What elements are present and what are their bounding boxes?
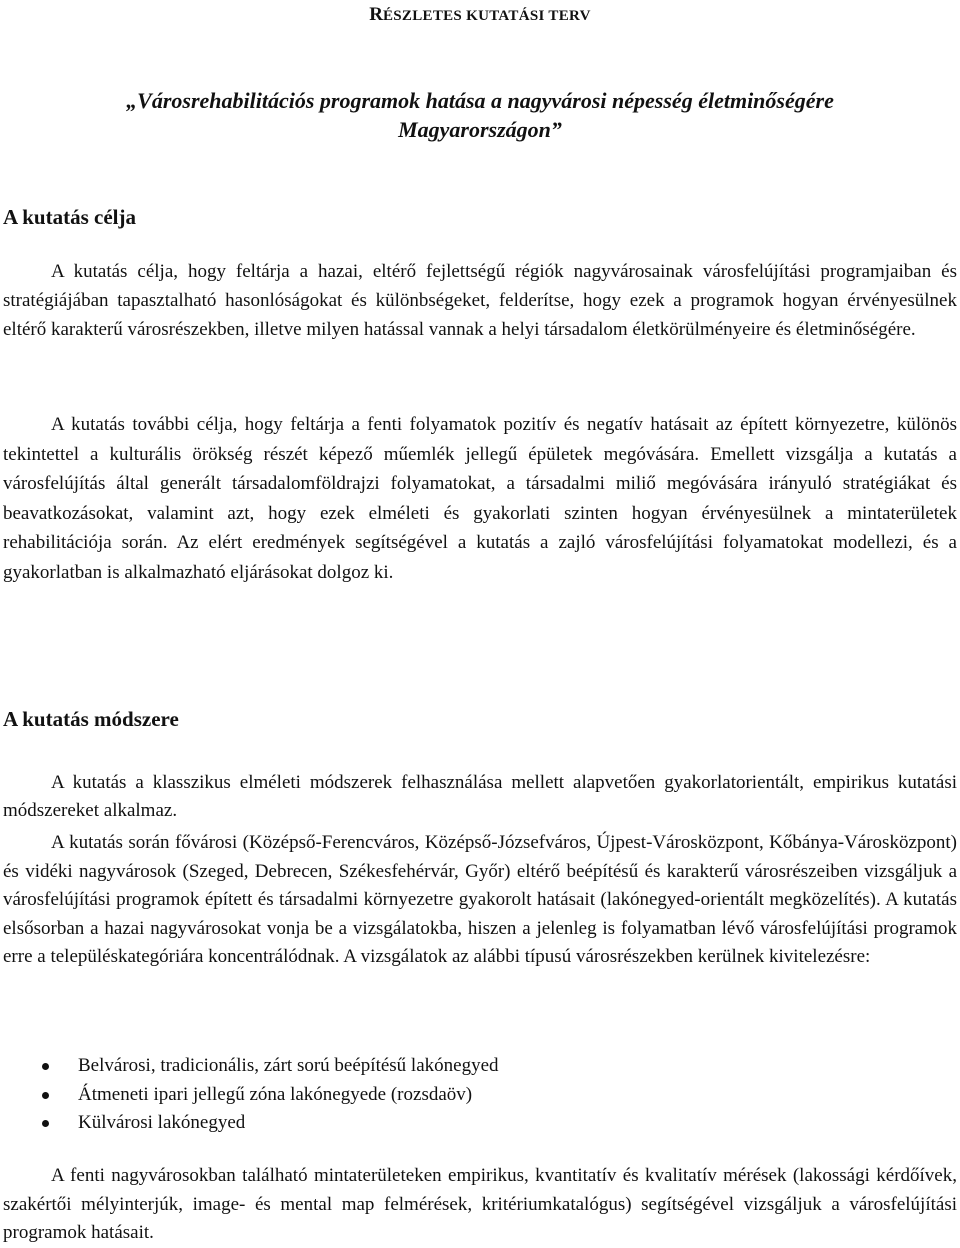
method-paragraph-3: A fenti nagyvárosokban található mintaterületeken empirikus, kvantitatív és kvalitatív mérések (lakossági kérdőívek, szakértői mélyinterjúk, image- és mental map felmérések, kritériumkatalógus) segítségével vizsgáljuk a városfelújítási programok hatásait. — [3, 1165, 957, 1243]
district-type-list — [3, 1052, 957, 1138]
document-title — [3, 86, 957, 144]
document-header — [3, 4, 957, 27]
list-item: Belvárosi, tradicionális, zárt sorú beépítésű lakónegyed — [3, 1052, 957, 1081]
goal-paragraph-1: A kutatás célja, hogy feltárja a hazai, eltérő fejlettségű régiók nagyvárosainak városfelújítási programjaiban és stratégiájában tapasztalható hasonlóságokat és különbségeket, felderítse, hogy ezek a programok hogyan érvényesülnek eltérő karakterű városrészekben, illetve milyen hatással vannak a helyi társadalom életkörülményeire és életminőségére. — [3, 261, 957, 340]
method-paragraph-2: A kutatás során fővárosi (Középső-Ferencváros, Középső-Józsefváros, Újpest-Városközpont, Kőbánya-Városközpont) és vidéki nagyvárosok (Szeged, Debrecen, Székesfehérvár, Győr) eltérő beépítésű és karakterű városrészeiben vizsgáljuk a városfelújítási programok épített és társadalmi környezetre gyakorolt hatásait (lakónegyed-orientált megközelítés). A kutatás elsősorban a hazai nagyvárosokat vonja be a vizsgálatokba, hiszen a jelenleg is folyamatban lévő városfelújítási programok erre a településkategóriára koncentrálódnak. A vizsgálatok az alábbi típusú városrészekben kerülnek kivitelezésre: — [3, 832, 957, 967]
header-first-letter: R — [369, 4, 383, 25]
list-item: Külvárosi lakónegyed — [3, 1109, 957, 1138]
goal-paragraph-2: A kutatás további célja, hogy feltárja a fenti folyamatok pozitív és negatív hatásait az épített környezetre, különös tekintettel a kulturális örökség részét képező műemlék jellegű épületek megóvására. Emellett vizsgálja a kutatás a városfelújítás által generált társadalomföldrajzi folyamatokat, a társadalmi miliő megóvására irányuló stratégiákat és beavatkozásokat, valamint azt, hogy ezek elméleti és gyakorlati szinten hogyan érvényesülnek a mintaterületek rehabilitációja során. Az elért eredmények segítségével a kutatás a zajló városfelújítási folyamatokat modellezi, és a gyakorlatban is alkalmazható eljárásokat dolgoz ki. — [3, 414, 957, 583]
title-line-1: „Városrehabilitációs programok hatása a nagyvárosi népesség életminőségére — [126, 88, 834, 113]
title-line-2: Magyarországon” — [398, 117, 562, 142]
method-paragraph-1: A kutatás a klasszikus elméleti módszerek felhasználása mellett alapvetően gyakorlatorientált, empirikus kutatási módszereket alkalmaz. — [3, 772, 957, 821]
section-heading-method: A kutatás módszere — [3, 707, 179, 731]
header-rest: ÉSZLETES KUTATÁSI TERV — [382, 8, 591, 24]
list-item: Átmeneti ipari jellegű zóna lakónegyede (rozsdaöv) — [3, 1081, 957, 1110]
section-heading-goal: A kutatás célja — [3, 205, 136, 229]
